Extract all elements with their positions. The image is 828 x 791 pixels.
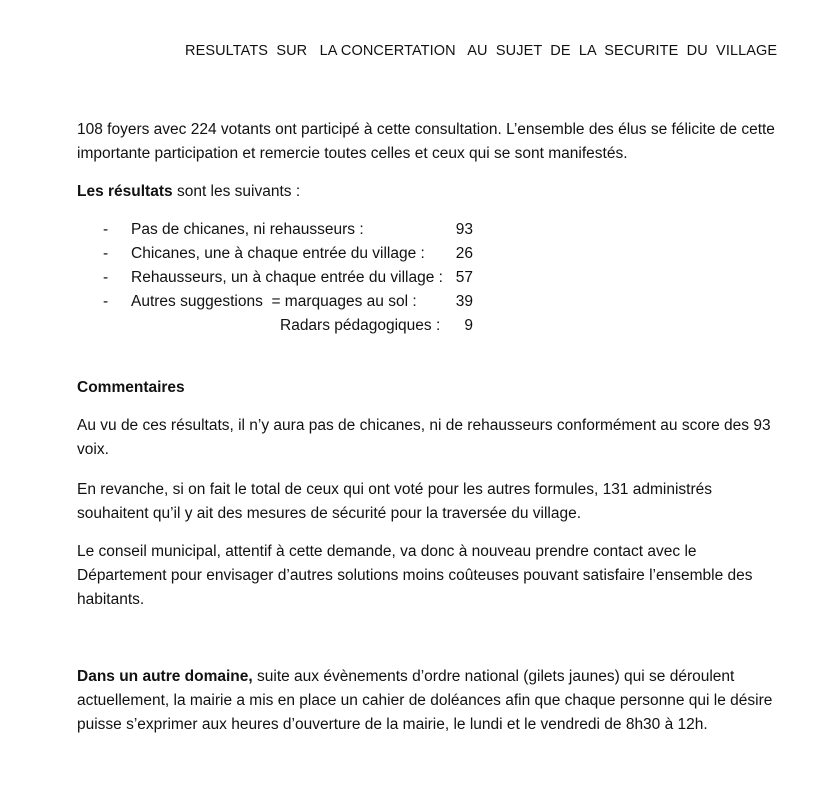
result-sub-label: Radars pédagogiques : bbox=[280, 317, 441, 334]
list-bullet: - bbox=[103, 293, 109, 310]
result-label: Rehausseurs, un à chaque entrée du village : bbox=[131, 269, 443, 286]
list-bullet: - bbox=[103, 221, 109, 238]
other-domain-text: suite aux évènements d’ordre national (gilets jaunes) qui se déroulent actuellement, la mairie a mis en place un cahier de doléances afin que chaque personne qui le désire puisse s’exprimer aux heures d’ouverture de la mairie, le lundi et le vendredi de 8h30 à 12h. bbox=[77, 668, 773, 733]
result-label: Chicanes, une à chaque entrée du village : bbox=[131, 245, 425, 262]
result-value: 93 bbox=[455, 221, 473, 238]
other-domain-lead: Dans un autre domaine, bbox=[77, 668, 253, 685]
results-heading-bold: Les résultats bbox=[77, 183, 173, 200]
results-heading bbox=[77, 180, 777, 204]
result-label: Autres suggestions = marquages au sol : bbox=[131, 293, 417, 310]
intro-paragraph: 108 foyers avec 224 votants ont participé à cette consultation. L’ensemble des élus se félicite de cette importante participation et remercie toutes celles et ceux qui se sont manifestés. bbox=[77, 121, 775, 162]
list-item bbox=[0, 242, 828, 266]
comments-heading: Commentaires bbox=[77, 379, 185, 396]
list-item bbox=[0, 266, 828, 290]
results-heading-rest: sont les suivants : bbox=[172, 183, 301, 200]
result-sub-value: 9 bbox=[464, 317, 473, 334]
result-label: Pas de chicanes, ni rehausseurs : bbox=[131, 221, 364, 238]
list-item bbox=[0, 290, 828, 314]
result-value: 39 bbox=[455, 293, 473, 310]
list-item bbox=[0, 314, 828, 338]
list-item bbox=[0, 218, 828, 242]
list-bullet: - bbox=[103, 245, 109, 262]
result-value: 26 bbox=[455, 245, 473, 262]
other-domain-paragraph bbox=[77, 665, 777, 737]
comment-paragraph-3: Le conseil municipal, attentif à cette demande, va donc à nouveau prendre contact avec le Département pour envisager d’autres solutions moins coûteuses pouvant satisfaire l’ensemble des habitants. bbox=[77, 543, 753, 608]
document-title: RESULTATS SUR LA CONCERTATION AU SUJET DE LA SECURITE DU VILLAGE bbox=[185, 43, 778, 59]
list-bullet: - bbox=[103, 269, 109, 286]
result-value: 57 bbox=[455, 269, 473, 286]
comment-paragraph-2: En revanche, si on fait le total de ceux qui ont voté pour les autres formules, 131 administrés souhaitent qu’il y ait des mesures de sécurité pour la traversée du village. bbox=[77, 481, 712, 522]
comment-paragraph-1: Au vu de ces résultats, il n’y aura pas de chicanes, ni de rehausseurs conformément au score des 93 voix. bbox=[77, 417, 771, 458]
